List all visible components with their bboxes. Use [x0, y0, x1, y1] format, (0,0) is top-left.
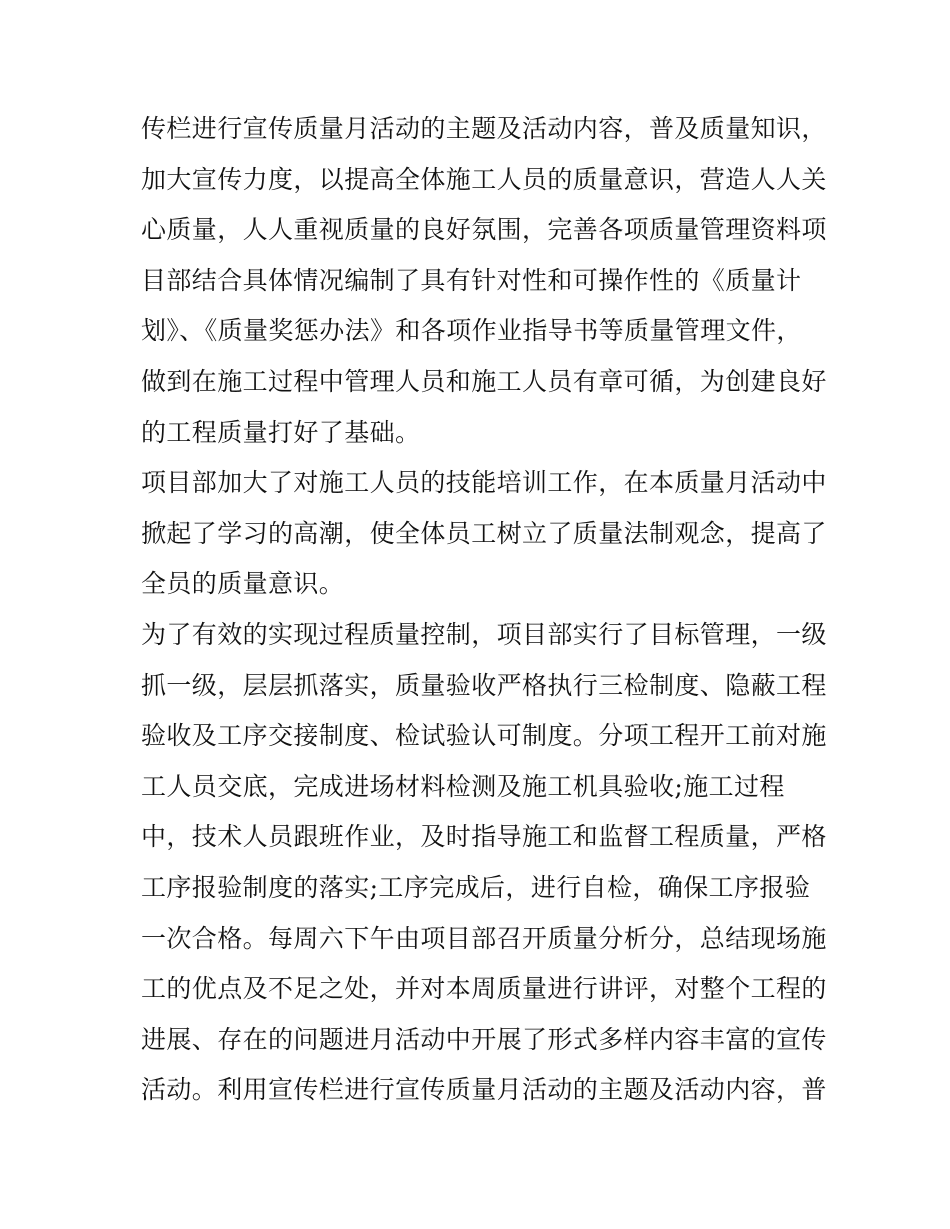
- text-line-6: 做到在施工过程中管理人员和施工人员有章可循，为创建良好: [141, 366, 827, 396]
- text-line-10: 全员的质量意识。: [141, 569, 345, 599]
- text-line-12: 抓一级，层层抓落实，质量验收严格执行三检制度、隐蔽工程: [141, 670, 827, 700]
- text-line-1: 传栏进行宣传质量月活动的主题及活动内容，普及质量知识，: [141, 114, 827, 143]
- text-line-16: 工序报验制度的落实;工序完成后，进行自检，确保工序报验: [141, 872, 811, 902]
- text-line-9: 掀起了学习的高潮，使全体员工树立了质量法制观念，提高了: [141, 518, 827, 548]
- text-line-14: 工人员交底，完成进场材料检测及施工机具验收;施工过程: [141, 771, 785, 801]
- text-line-20: 活动。利用宣传栏进行宣传质量月活动的主题及活动内容，普: [141, 1075, 827, 1105]
- text-line-5: 划》、《质量奖惩办法》和各项作业指导书等质量管理文件，: [141, 316, 802, 346]
- text-line-13: 验收及工序交接制度、检试验认可制度。分项工程开工前对施: [141, 721, 827, 751]
- text-line-18: 工的优点及不足之处，并对本周质量进行讲评，对整个工程的: [141, 974, 827, 1004]
- body-text: [141, 104, 827, 1116]
- text-line-19: 进展、存在的问题进月活动中开展了形式多样内容丰富的宣传: [141, 1024, 827, 1054]
- text-line-3: 心质量，人人重视质量的良好氛围，完善各项质量管理资料项: [141, 215, 827, 245]
- text-line-8: 项目部加大了对施工人员的技能培训工作，在本质量月活动中: [141, 468, 827, 498]
- text-line-4: 目部结合具体情况编制了具有针对性和可操作性的《质量计: [141, 265, 802, 295]
- text-line-17: 一次合格。每周六下午由项目部召开质量分析分，总结现场施: [141, 923, 827, 953]
- text-line-2: 加大宣传力度，以提高全体施工人员的质量意识，营造人人关: [141, 164, 827, 194]
- text-line-15: 中，技术人员跟班作业，及时指导施工和监督工程质量，严格: [141, 822, 827, 852]
- text-line-11: 为了有效的实现过程质量控制，项目部实行了目标管理，一级: [141, 619, 827, 649]
- text-line-7: 的工程质量打好了基础。: [141, 417, 421, 447]
